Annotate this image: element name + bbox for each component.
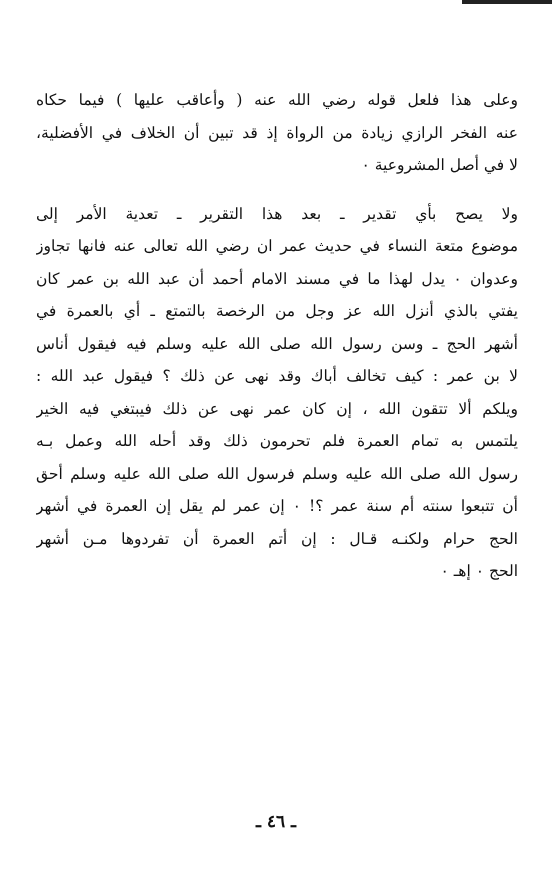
text-line: لا في أصل المشروعية ٠ [361,156,518,174]
text-line: لا بن عمر : كيف تخالف أباك وقد نهى عن ذلك ؟ فيقول عبد الله : [36,367,518,385]
text-line: ويلكم ألا تتقون الله ، إن كان عمر نهى عن ذلك فيبتغي فيه الخير [36,399,518,418]
text-line: ولا يصح بأي تقدير ـ بعد هذا التقرير ـ تعدية الأمر إلى [36,204,518,223]
top-edge-rule [462,0,552,4]
text-line: أن تتبعوا سنته أم سنة عمر ؟! ٠ إن عمر لم يقل إن العمرة في أشهر [36,497,518,515]
text-line: يلتمس به تمام العمرة فلم تحرمون ذلك وقد أحله الله وعمل بـه [36,432,518,450]
text-line: الحج حرام ولكنـه قـال : إن أتم العمرة أن تفردوها مـن أشهر [36,529,518,548]
text-line: موضوع متعة النساء في حديث عمر ان رضي الله تعالى عنه فانها تجاوز [36,237,518,255]
paragraph-2 [36,198,518,588]
paragraph-1 [36,84,518,182]
text-line: يفتي بالذي أنزل الله عز وجل من الرخصة بالتمتع ـ أي بالعمرة في [36,302,518,320]
page-body [36,84,518,604]
text-line: عنه الفخر الرازي زيادة من الرواة إذ قد تبين أن الخلاف في الأفضلية، [36,123,518,142]
text-line: وعلى هذا فلعل قوله رضي الله عنه ( وأعاقب عليها ) فيما حكاه [36,91,518,109]
text-line: وعدوان ٠ يدل لهذا ما في مسند الامام أحمد أن عبد الله بن عمر كان [36,269,518,288]
text-line: رسول الله صلى الله عليه وسلم فرسول الله صلى الله عليه وسلم أحق [36,464,518,483]
page-number: ـ ٤٦ ـ [255,812,297,832]
text-line: الحج ٠ إهـ ٠ [440,562,518,580]
text-line: أشهر الحج ـ وسن رسول الله صلى الله عليه وسلم فيه فيقول أناس [36,334,518,353]
